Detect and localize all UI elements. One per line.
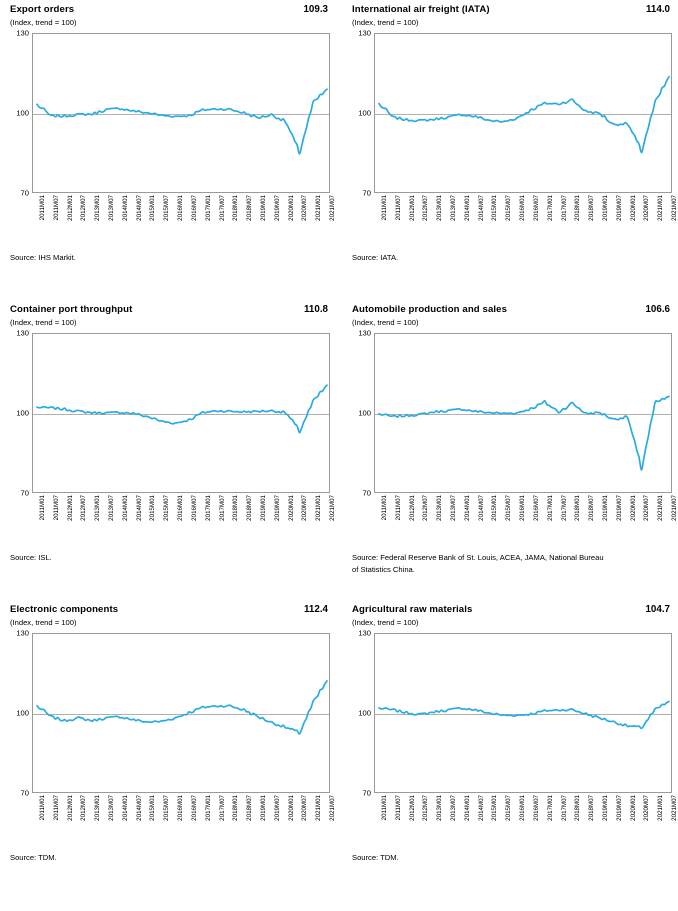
x-axis-tick-label: 2011M01 xyxy=(381,795,388,821)
y-axis-tick-label: 130 xyxy=(16,28,29,38)
panel-latest-value: 106.6 xyxy=(645,304,670,315)
source-note xyxy=(352,852,674,864)
x-axis-tick-label: 2013M07 xyxy=(450,795,458,821)
panel-header xyxy=(352,604,674,615)
y-axis-tick-label: 100 xyxy=(358,708,371,718)
x-axis-tick-label: 2011M01 xyxy=(39,495,46,521)
series-line xyxy=(379,701,669,728)
x-axis-tick-label: 2014M07 xyxy=(477,795,485,821)
x-axis-tick-label: 2017M01 xyxy=(204,795,212,821)
x-axis-tick-label: 2018M01 xyxy=(574,795,582,821)
x-axis-tick-label: 2017M07 xyxy=(560,795,568,821)
x-axis-tick-label: 2017M07 xyxy=(218,495,226,521)
x-axis-tick-label: 2015M07 xyxy=(163,195,171,221)
y-axis-tick-label: 130 xyxy=(16,328,29,338)
y-axis xyxy=(352,628,374,798)
panel-latest-value: 109.3 xyxy=(303,4,328,15)
x-axis-tick-label: 2011M07 xyxy=(52,495,60,521)
panel-international-air-freight xyxy=(352,4,678,304)
series-line-svg xyxy=(33,34,331,194)
x-axis-tick-label: 2019M07 xyxy=(615,795,623,821)
panel-header xyxy=(352,304,674,315)
x-axis xyxy=(374,195,678,241)
panel-header xyxy=(10,604,332,615)
plot-area xyxy=(352,328,678,521)
x-axis-tick-label: 2019M01 xyxy=(259,495,267,521)
panel-header xyxy=(10,4,332,15)
series-line xyxy=(37,681,327,734)
x-axis-tick-label: 2017M07 xyxy=(218,195,226,221)
x-axis-tick-label: 2011M01 xyxy=(381,195,388,221)
x-axis-tick-label: 2013M01 xyxy=(436,795,444,821)
panel-title: Container port throughput xyxy=(10,304,133,315)
y-axis xyxy=(352,28,374,198)
plot-area xyxy=(10,28,336,221)
x-axis-tick-label: 2021M01 xyxy=(315,495,323,521)
x-axis-tick-label: 2015M01 xyxy=(149,495,157,521)
x-axis-tick-label: 2016M07 xyxy=(532,195,540,221)
x-axis-tick-label: 2012M07 xyxy=(422,195,430,221)
x-axis-tick-label: 2017M01 xyxy=(546,495,554,521)
series-line-svg xyxy=(375,34,673,194)
panel-latest-value: 104.7 xyxy=(645,604,670,615)
y-axis xyxy=(10,628,32,798)
x-axis-tick-label: 2021M07 xyxy=(671,195,678,221)
panel-title: Electronic components xyxy=(10,604,119,615)
plot-frame xyxy=(374,633,672,793)
plot-area xyxy=(10,628,336,821)
x-axis-tick-label: 2021M07 xyxy=(671,795,678,821)
x-axis-tick-label: 2016M07 xyxy=(190,795,198,821)
x-axis-tick-label: 2020M01 xyxy=(287,195,295,221)
y-axis-tick-label: 100 xyxy=(16,408,29,418)
plot-frame xyxy=(32,633,330,793)
series-line xyxy=(37,89,327,154)
x-axis xyxy=(374,495,678,541)
x-axis-tick-label: 2021M07 xyxy=(329,195,336,221)
panel-export-orders xyxy=(10,4,336,304)
x-axis-tick-label: 2019M07 xyxy=(273,495,281,521)
source-text-line2: of Statistics China. xyxy=(352,564,415,574)
source-text: Source: IATA. xyxy=(352,253,399,262)
panel-header xyxy=(10,304,332,315)
x-axis-tick-label: 2021M07 xyxy=(329,495,336,521)
x-axis-tick-label: 2020M07 xyxy=(643,195,651,221)
x-axis-tick-label: 2012M07 xyxy=(80,495,88,521)
x-axis-tick-label: 2015M01 xyxy=(149,795,157,821)
x-axis-tick-label: 2015M07 xyxy=(163,495,171,521)
x-axis-tick-label: 2011M07 xyxy=(52,795,60,821)
x-axis-tick-label: 2013M01 xyxy=(94,195,102,221)
x-axis-tick-label: 2018M01 xyxy=(232,495,240,521)
panel-subtitle: (Index, trend = 100) xyxy=(352,18,419,27)
series-line xyxy=(379,77,669,153)
x-axis-tick-label: 2016M01 xyxy=(177,795,185,821)
x-axis-tick-label: 2018M07 xyxy=(588,795,596,821)
x-axis-tick-label: 2020M07 xyxy=(301,195,309,221)
x-axis-tick-label: 2019M01 xyxy=(259,795,267,821)
x-axis-tick-label: 2013M01 xyxy=(94,495,102,521)
x-axis-tick-label: 2019M01 xyxy=(601,495,609,521)
x-axis-tick-label: 2012M01 xyxy=(408,495,416,521)
plot-frame xyxy=(374,33,672,193)
x-axis-tick-label: 2012M01 xyxy=(66,495,74,521)
x-axis-tick-label: 2011M07 xyxy=(394,195,402,221)
x-axis-tick-label: 2021M01 xyxy=(315,795,323,821)
y-axis-tick-label: 70 xyxy=(362,188,371,198)
x-axis-tick-label: 2018M07 xyxy=(246,495,254,521)
x-axis-tick-label: 2017M01 xyxy=(546,795,554,821)
x-axis-tick-label: 2013M07 xyxy=(108,195,116,221)
y-axis-tick-label: 100 xyxy=(16,108,29,118)
x-axis-tick-label: 2015M07 xyxy=(505,795,513,821)
x-axis-tick-label: 2020M07 xyxy=(301,495,309,521)
panel-subtitle: (Index, trend = 100) xyxy=(10,18,77,27)
x-axis-tick-label: 2013M07 xyxy=(450,195,458,221)
y-axis-tick-label: 100 xyxy=(358,108,371,118)
y-axis-tick-label: 130 xyxy=(358,328,371,338)
source-text: Source: TDM. xyxy=(10,853,57,862)
x-axis-tick-label: 2018M01 xyxy=(574,495,582,521)
x-axis-tick-label: 2015M01 xyxy=(491,795,499,821)
source-text: Source: IHS Markit. xyxy=(10,253,76,262)
x-axis-tick-label: 2015M01 xyxy=(149,195,157,221)
series-line xyxy=(379,396,669,470)
x-axis-tick-label: 2016M07 xyxy=(532,795,540,821)
x-axis-tick-label: 2018M07 xyxy=(588,195,596,221)
x-axis-tick-label: 2018M01 xyxy=(232,195,240,221)
y-axis-tick-label: 70 xyxy=(20,488,29,498)
x-axis-tick-label: 2014M07 xyxy=(135,495,143,521)
x-axis-tick-label: 2021M07 xyxy=(671,495,678,521)
x-axis-tick-label: 2012M07 xyxy=(80,795,88,821)
x-axis-tick-label: 2016M07 xyxy=(532,495,540,521)
x-axis xyxy=(32,495,336,541)
source-note xyxy=(352,252,674,264)
x-axis-tick-label: 2016M01 xyxy=(519,795,527,821)
series-line-svg xyxy=(375,634,673,794)
x-axis-tick-label: 2016M01 xyxy=(519,195,527,221)
x-axis-tick-label: 2019M07 xyxy=(615,495,623,521)
x-axis-tick-label: 2013M07 xyxy=(108,795,116,821)
series-line-svg xyxy=(33,634,331,794)
x-axis-tick-label: 2016M01 xyxy=(177,495,185,521)
x-axis-tick-label: 2019M07 xyxy=(273,195,281,221)
x-axis-tick-label: 2017M01 xyxy=(204,195,212,221)
x-axis-tick-label: 2014M01 xyxy=(463,795,471,821)
source-text: Source: ISL. xyxy=(10,553,52,562)
panel-title: Automobile production and sales xyxy=(352,304,508,315)
x-axis-tick-label: 2014M01 xyxy=(463,195,471,221)
x-axis-tick-label: 2020M07 xyxy=(301,795,309,821)
x-axis-tick-label: 2016M07 xyxy=(190,195,198,221)
y-axis-tick-label: 70 xyxy=(362,788,371,798)
panel-subtitle: (Index, trend = 100) xyxy=(352,318,419,327)
x-axis-tick-label: 2016M01 xyxy=(519,495,527,521)
x-axis-tick-label: 2012M01 xyxy=(408,195,416,221)
panel-subtitle: (Index, trend = 100) xyxy=(10,618,77,627)
x-axis-tick-label: 2014M07 xyxy=(477,195,485,221)
y-axis xyxy=(10,328,32,498)
x-axis-tick-label: 2011M07 xyxy=(394,495,402,521)
x-axis-tick-label: 2017M01 xyxy=(546,195,554,221)
x-axis-tick-label: 2018M01 xyxy=(574,195,582,221)
x-axis-tick-label: 2020M07 xyxy=(643,495,651,521)
panel-title: Agricultural raw materials xyxy=(352,604,473,615)
panel-latest-value: 114.0 xyxy=(646,4,670,15)
panel-subtitle: (Index, trend = 100) xyxy=(352,618,419,627)
y-axis-tick-label: 70 xyxy=(362,488,371,498)
x-axis-tick-label: 2018M07 xyxy=(246,195,254,221)
y-axis-tick-label: 100 xyxy=(358,408,371,418)
plot-area xyxy=(352,628,678,821)
plot-area xyxy=(10,328,336,521)
x-axis-tick-label: 2021M01 xyxy=(315,195,323,221)
panel-electronic-components xyxy=(10,604,336,904)
panel-automobile-production-and-sales xyxy=(352,304,678,604)
series-line-svg xyxy=(375,334,673,494)
y-axis xyxy=(10,28,32,198)
x-axis-tick-label: 2017M01 xyxy=(204,495,212,521)
panel-latest-value: 110.8 xyxy=(304,304,328,315)
x-axis-tick-label: 2018M07 xyxy=(588,495,596,521)
panel-subtitle: (Index, trend = 100) xyxy=(10,318,77,327)
plot-frame xyxy=(32,333,330,493)
x-axis-tick-label: 2019M07 xyxy=(273,795,281,821)
x-axis-tick-label: 2018M07 xyxy=(246,795,254,821)
y-axis-tick-label: 130 xyxy=(16,628,29,638)
x-axis-tick-label: 2014M07 xyxy=(135,195,143,221)
x-axis-tick-label: 2021M07 xyxy=(329,795,336,821)
x-axis-tick-label: 2015M07 xyxy=(505,495,513,521)
x-axis-tick-label: 2011M01 xyxy=(39,195,46,221)
x-axis-tick-label: 2011M01 xyxy=(39,795,46,821)
panel-header xyxy=(352,4,674,15)
x-axis-tick-label: 2016M01 xyxy=(177,195,185,221)
x-axis-tick-label: 2014M01 xyxy=(463,495,471,521)
x-axis-tick-label: 2020M01 xyxy=(287,495,295,521)
source-text: Source: TDM. xyxy=(352,853,399,862)
x-axis-tick-label: 2012M01 xyxy=(66,195,74,221)
source-note xyxy=(10,852,332,864)
source-text: Source: Federal Reserve Bank of St. Louis, ACEA, JAMA, National Bureau xyxy=(352,553,604,562)
y-axis-tick-label: 70 xyxy=(20,788,29,798)
x-axis-tick-label: 2019M07 xyxy=(615,195,623,221)
x-axis-tick-label: 2013M07 xyxy=(108,495,116,521)
x-axis-tick-label: 2011M07 xyxy=(394,795,402,821)
x-axis-tick-label: 2019M01 xyxy=(259,195,267,221)
x-axis-tick-label: 2013M01 xyxy=(94,795,102,821)
x-axis-tick-label: 2013M01 xyxy=(436,195,444,221)
x-axis-tick-label: 2020M01 xyxy=(629,495,637,521)
source-note xyxy=(352,552,674,575)
x-axis-tick-label: 2016M07 xyxy=(190,495,198,521)
x-axis-tick-label: 2011M07 xyxy=(52,195,60,221)
x-axis-tick-label: 2011M01 xyxy=(381,495,388,521)
panel-title: Export orders xyxy=(10,4,75,15)
panel-agricultural-raw-materials xyxy=(352,604,678,904)
y-axis xyxy=(352,328,374,498)
x-axis-tick-label: 2012M07 xyxy=(422,495,430,521)
x-axis-tick-label: 2013M01 xyxy=(436,495,444,521)
panel-container-port-throughput xyxy=(10,304,336,604)
x-axis-tick-label: 2012M01 xyxy=(408,795,416,821)
y-axis-tick-label: 100 xyxy=(16,708,29,718)
plot-frame xyxy=(374,333,672,493)
x-axis xyxy=(32,195,336,241)
x-axis-tick-label: 2014M01 xyxy=(121,195,129,221)
x-axis-tick-label: 2020M07 xyxy=(643,795,651,821)
x-axis-tick-label: 2020M01 xyxy=(629,795,637,821)
x-axis-tick-label: 2021M01 xyxy=(657,495,665,521)
panel-latest-value: 112.4 xyxy=(304,604,328,615)
y-axis-tick-label: 130 xyxy=(358,28,371,38)
x-axis-tick-label: 2015M01 xyxy=(491,495,499,521)
x-axis-tick-label: 2020M01 xyxy=(287,795,295,821)
x-axis-tick-label: 2014M01 xyxy=(121,495,129,521)
source-note xyxy=(10,552,332,564)
x-axis-tick-label: 2021M01 xyxy=(657,795,665,821)
x-axis-tick-label: 2019M01 xyxy=(601,795,609,821)
series-line xyxy=(37,385,327,432)
plot-frame xyxy=(32,33,330,193)
x-axis-tick-label: 2014M01 xyxy=(121,795,129,821)
x-axis-tick-label: 2017M07 xyxy=(560,495,568,521)
x-axis-tick-label: 2020M01 xyxy=(629,195,637,221)
x-axis-tick-label: 2017M07 xyxy=(218,795,226,821)
x-axis-tick-label: 2012M07 xyxy=(80,195,88,221)
y-axis-tick-label: 130 xyxy=(358,628,371,638)
panel-title: International air freight (IATA) xyxy=(352,4,490,15)
plot-area xyxy=(352,28,678,221)
x-axis-tick-label: 2015M07 xyxy=(163,795,171,821)
y-axis-tick-label: 70 xyxy=(20,188,29,198)
x-axis-tick-label: 2014M07 xyxy=(477,495,485,521)
x-axis-tick-label: 2015M01 xyxy=(491,195,499,221)
x-axis-tick-label: 2012M01 xyxy=(66,795,74,821)
x-axis-tick-label: 2015M07 xyxy=(505,195,513,221)
x-axis xyxy=(32,795,336,841)
source-note xyxy=(10,252,332,264)
x-axis-tick-label: 2013M07 xyxy=(450,495,458,521)
series-line-svg xyxy=(33,334,331,494)
x-axis-tick-label: 2014M07 xyxy=(135,795,143,821)
x-axis-tick-label: 2012M07 xyxy=(422,795,430,821)
x-axis-tick-label: 2019M01 xyxy=(601,195,609,221)
x-axis xyxy=(374,795,678,841)
x-axis-tick-label: 2021M01 xyxy=(657,195,665,221)
x-axis-tick-label: 2017M07 xyxy=(560,195,568,221)
x-axis-tick-label: 2018M01 xyxy=(232,795,240,821)
